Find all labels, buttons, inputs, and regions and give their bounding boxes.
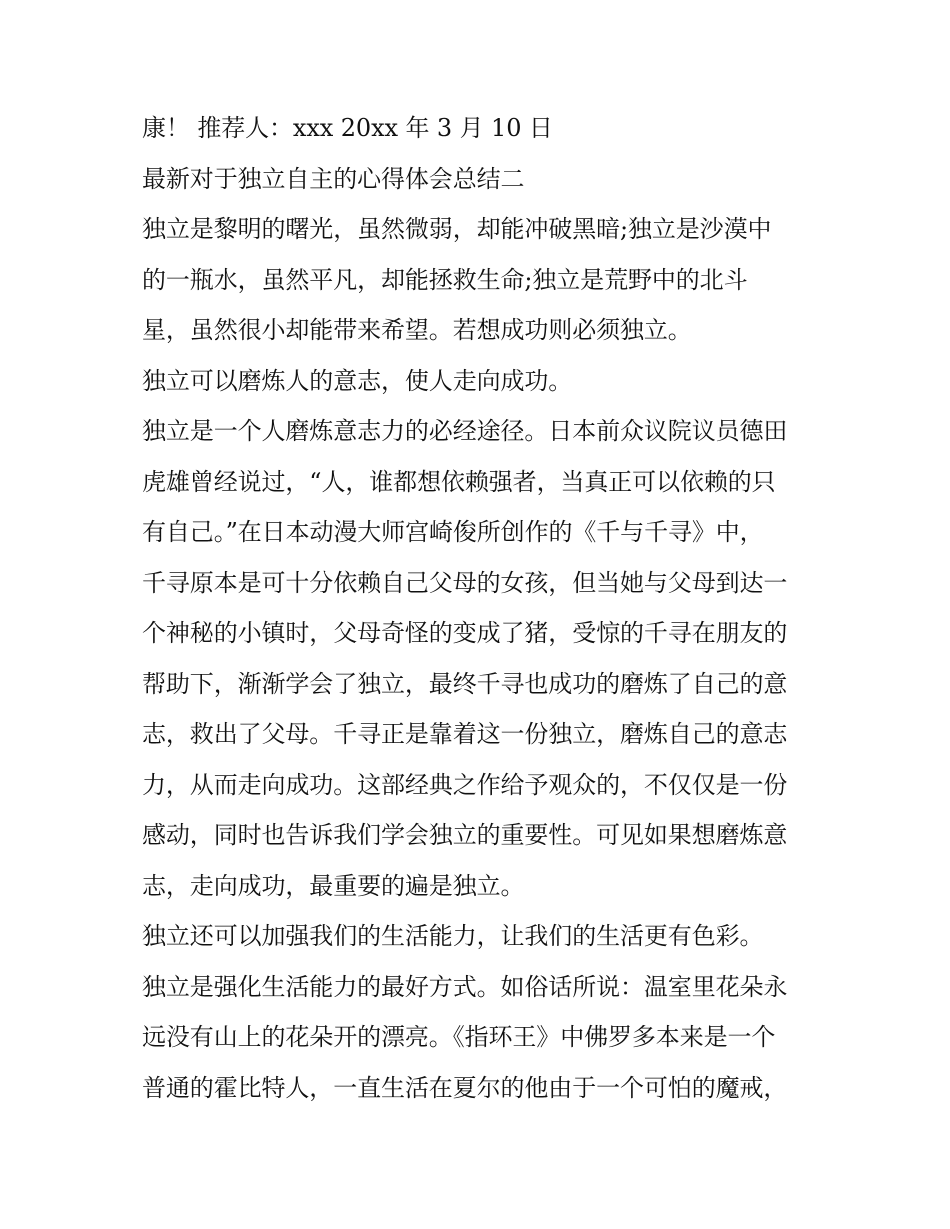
text-line: 的一瓶水，虽然平凡，却能拯救生命;独立是荒野中的北斗	[142, 265, 748, 294]
document-page	[142, 103, 822, 1113]
text-line: 个神秘的小镇时，父母奇怪的变成了猪，受惊的千寻在朋友的	[142, 619, 788, 647]
text-line: 志，救出了父母。千寻正是靠着这一份独立，磨炼自己的意志	[142, 720, 788, 748]
text-line: 远没有山上的花朵开的漂亮。《指环王》中佛罗多本来是一个	[142, 1023, 776, 1051]
text-line: 康！ 推荐人：xxx 20xx 年 3 月 10 日	[142, 114, 553, 142]
text-line: 力，从而走向成功。这部经典之作给予观众的，不仅仅是一份	[142, 770, 788, 799]
text-line: 独立是强化生活能力的最好方式。如俗话所说：温室里花朵永	[142, 972, 788, 1001]
text-line: 独立是一个人磨炼意志力的必经途径。日本前众议院议员德田	[142, 417, 788, 445]
text-line: 帮助下，渐渐学会了独立，最终千寻也成功的磨炼了自己的意	[142, 669, 788, 698]
text-line: 独立是黎明的曙光，虽然微弱，却能冲破黑暗;独立是沙漠中	[142, 215, 772, 243]
text-line: 星，虽然很小却能带来希望。若想成功则必须独立。	[142, 316, 692, 344]
text-line: 千寻原本是可十分依赖自己父母的女孩，但当她与父母到达一	[142, 568, 788, 597]
text-line: 虎雄曾经说过，“人，谁都想依赖强者，当真正可以依赖的只	[142, 467, 776, 496]
text-line: 独立还可以加强我们的生活能力，让我们的生活更有色彩。	[142, 922, 764, 950]
text-line: 独立可以磨炼人的意志，使人走向成功。	[142, 366, 573, 395]
section-title: 最新对于独立自主的心得体会总结二	[142, 164, 525, 193]
text-line: 志，走向成功，最重要的遍是独立。	[142, 871, 525, 900]
text-line: 有自己。”在日本动漫大师宫崎俊所创作的《千与千寻》中，	[142, 518, 764, 546]
text-line: 普通的霍比特人，一直生活在夏尔的他由于一个可怕的魔戒，	[142, 1073, 788, 1102]
text-line: 感动，同时也告诉我们学会独立的重要性。可见如果想磨炼意	[142, 821, 788, 849]
